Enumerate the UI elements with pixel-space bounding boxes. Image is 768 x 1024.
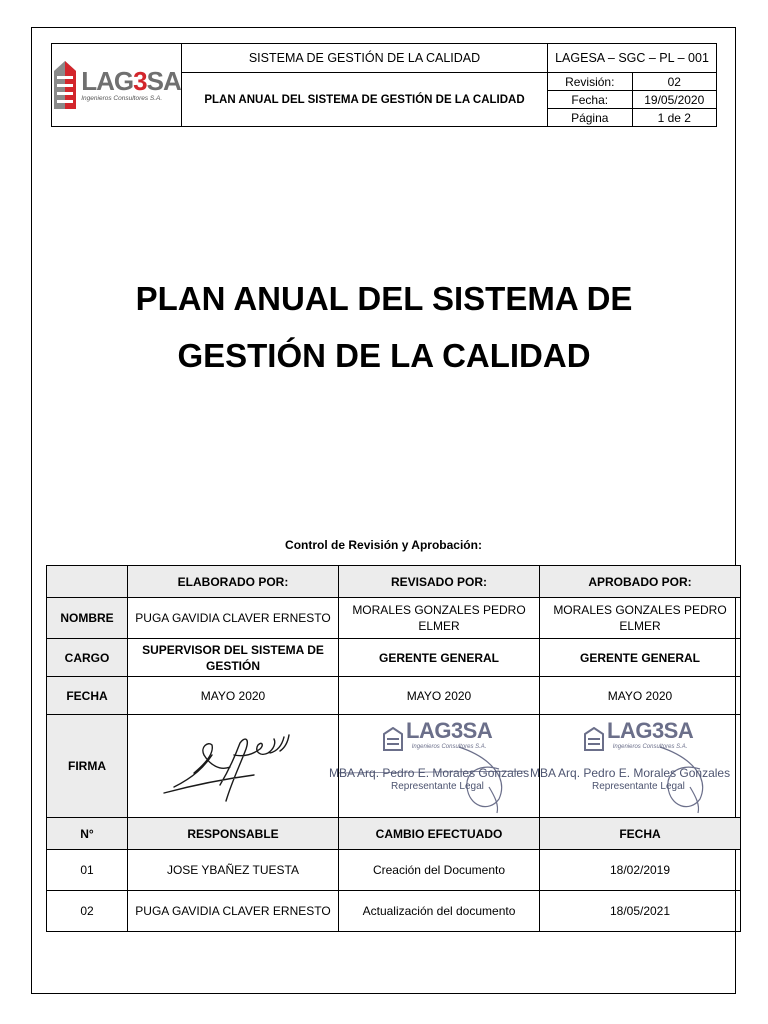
row-label-firma: FIRMA: [47, 715, 128, 818]
fecha-aprobado: MAYO 2020: [540, 677, 741, 715]
cargo-aprobado: GERENTE GENERAL: [540, 639, 741, 677]
date-label: Fecha:: [548, 91, 633, 109]
nombre-aprobado: MORALES GONZALES PEDRO ELMER: [540, 598, 741, 639]
stamp-name: MBA Arq. Pedro E. Morales Gonzales: [530, 766, 731, 780]
stamp-name: MBA Arq. Pedro E. Morales Gonzales: [329, 766, 530, 780]
revision-value: 02: [632, 73, 717, 91]
system-title: SISTEMA DE GESTIÓN DE LA CALIDAD: [182, 44, 548, 73]
col-responsable: RESPONSABLE: [128, 818, 339, 850]
table-row: 02 PUGA GAVIDIA CLAVER ERNESTO Actualización del documento 18/05/2021: [47, 891, 741, 932]
building-logo-icon: [52, 59, 78, 111]
page-value: 1 de 2: [632, 109, 717, 127]
col-cambio: CAMBIO EFECTUADO: [339, 818, 540, 850]
nombre-revisado: MORALES GONZALES PEDRO ELMER: [339, 598, 540, 639]
logo-subtitle: Ingenieros Consultores S.A.: [81, 94, 163, 102]
document-header: [51, 43, 717, 127]
col-revisado: REVISADO POR:: [339, 566, 540, 598]
date-value: 19/05/2020: [632, 91, 717, 109]
signature-elaborado: [128, 715, 339, 818]
corner-cell: [47, 566, 128, 598]
stamp-logo: LAG3SA Ingenieros Consultores S.A.: [383, 723, 492, 755]
logo-wordmark: LAG3SA: [81, 65, 181, 96]
page-label: Página: [548, 109, 633, 127]
cargo-revisado: GERENTE GENERAL: [339, 639, 540, 677]
stamp-logo: LAG3SA Ingenieros Consultores S.A.: [584, 723, 693, 755]
stamp-building-icon: [584, 727, 604, 751]
company-logo: [52, 44, 182, 127]
stamp-role: Representante Legal: [592, 781, 685, 792]
row-label-cargo: CARGO: [47, 639, 128, 677]
col-n: N°: [47, 818, 128, 850]
fecha-elaborado: MAYO 2020: [128, 677, 339, 715]
stamp-building-icon: [383, 727, 403, 751]
nombre-elaborado: PUGA GAVIDIA CLAVER ERNESTO: [128, 598, 339, 639]
table-row: 01 JOSE YBAÑEZ TUESTA Creación del Documento 18/02/2019: [47, 850, 741, 891]
handwritten-signature-icon: [134, 715, 332, 813]
document-code: LAGESA – SGC – PL – 001: [548, 44, 717, 73]
stamp-aprobado: [530, 715, 741, 818]
row-label-fecha: FECHA: [47, 677, 128, 715]
col-aprobado: APROBADO POR:: [540, 566, 741, 598]
row-label-nombre: NOMBRE: [47, 598, 128, 639]
col-elaborado: ELABORADO POR:: [128, 566, 339, 598]
stamp-revisado: [329, 715, 540, 818]
stamp-role: Representante Legal: [391, 781, 484, 792]
fecha-revisado: MAYO 2020: [339, 677, 540, 715]
approval-table: [46, 565, 741, 932]
plan-title: PLAN ANUAL DEL SISTEMA DE GESTIÓN DE LA CALIDAD: [182, 73, 548, 127]
document-title: PLAN ANUAL DEL SISTEMA DE GESTIÓN DE LA CALIDAD: [135, 280, 633, 374]
control-caption: Control de Revisión y Aprobación:: [285, 538, 482, 552]
revision-label: Revisión:: [548, 73, 633, 91]
cargo-elaborado: SUPERVISOR DEL SISTEMA DE GESTIÓN: [128, 639, 339, 677]
col-fecha: FECHA: [540, 818, 741, 850]
